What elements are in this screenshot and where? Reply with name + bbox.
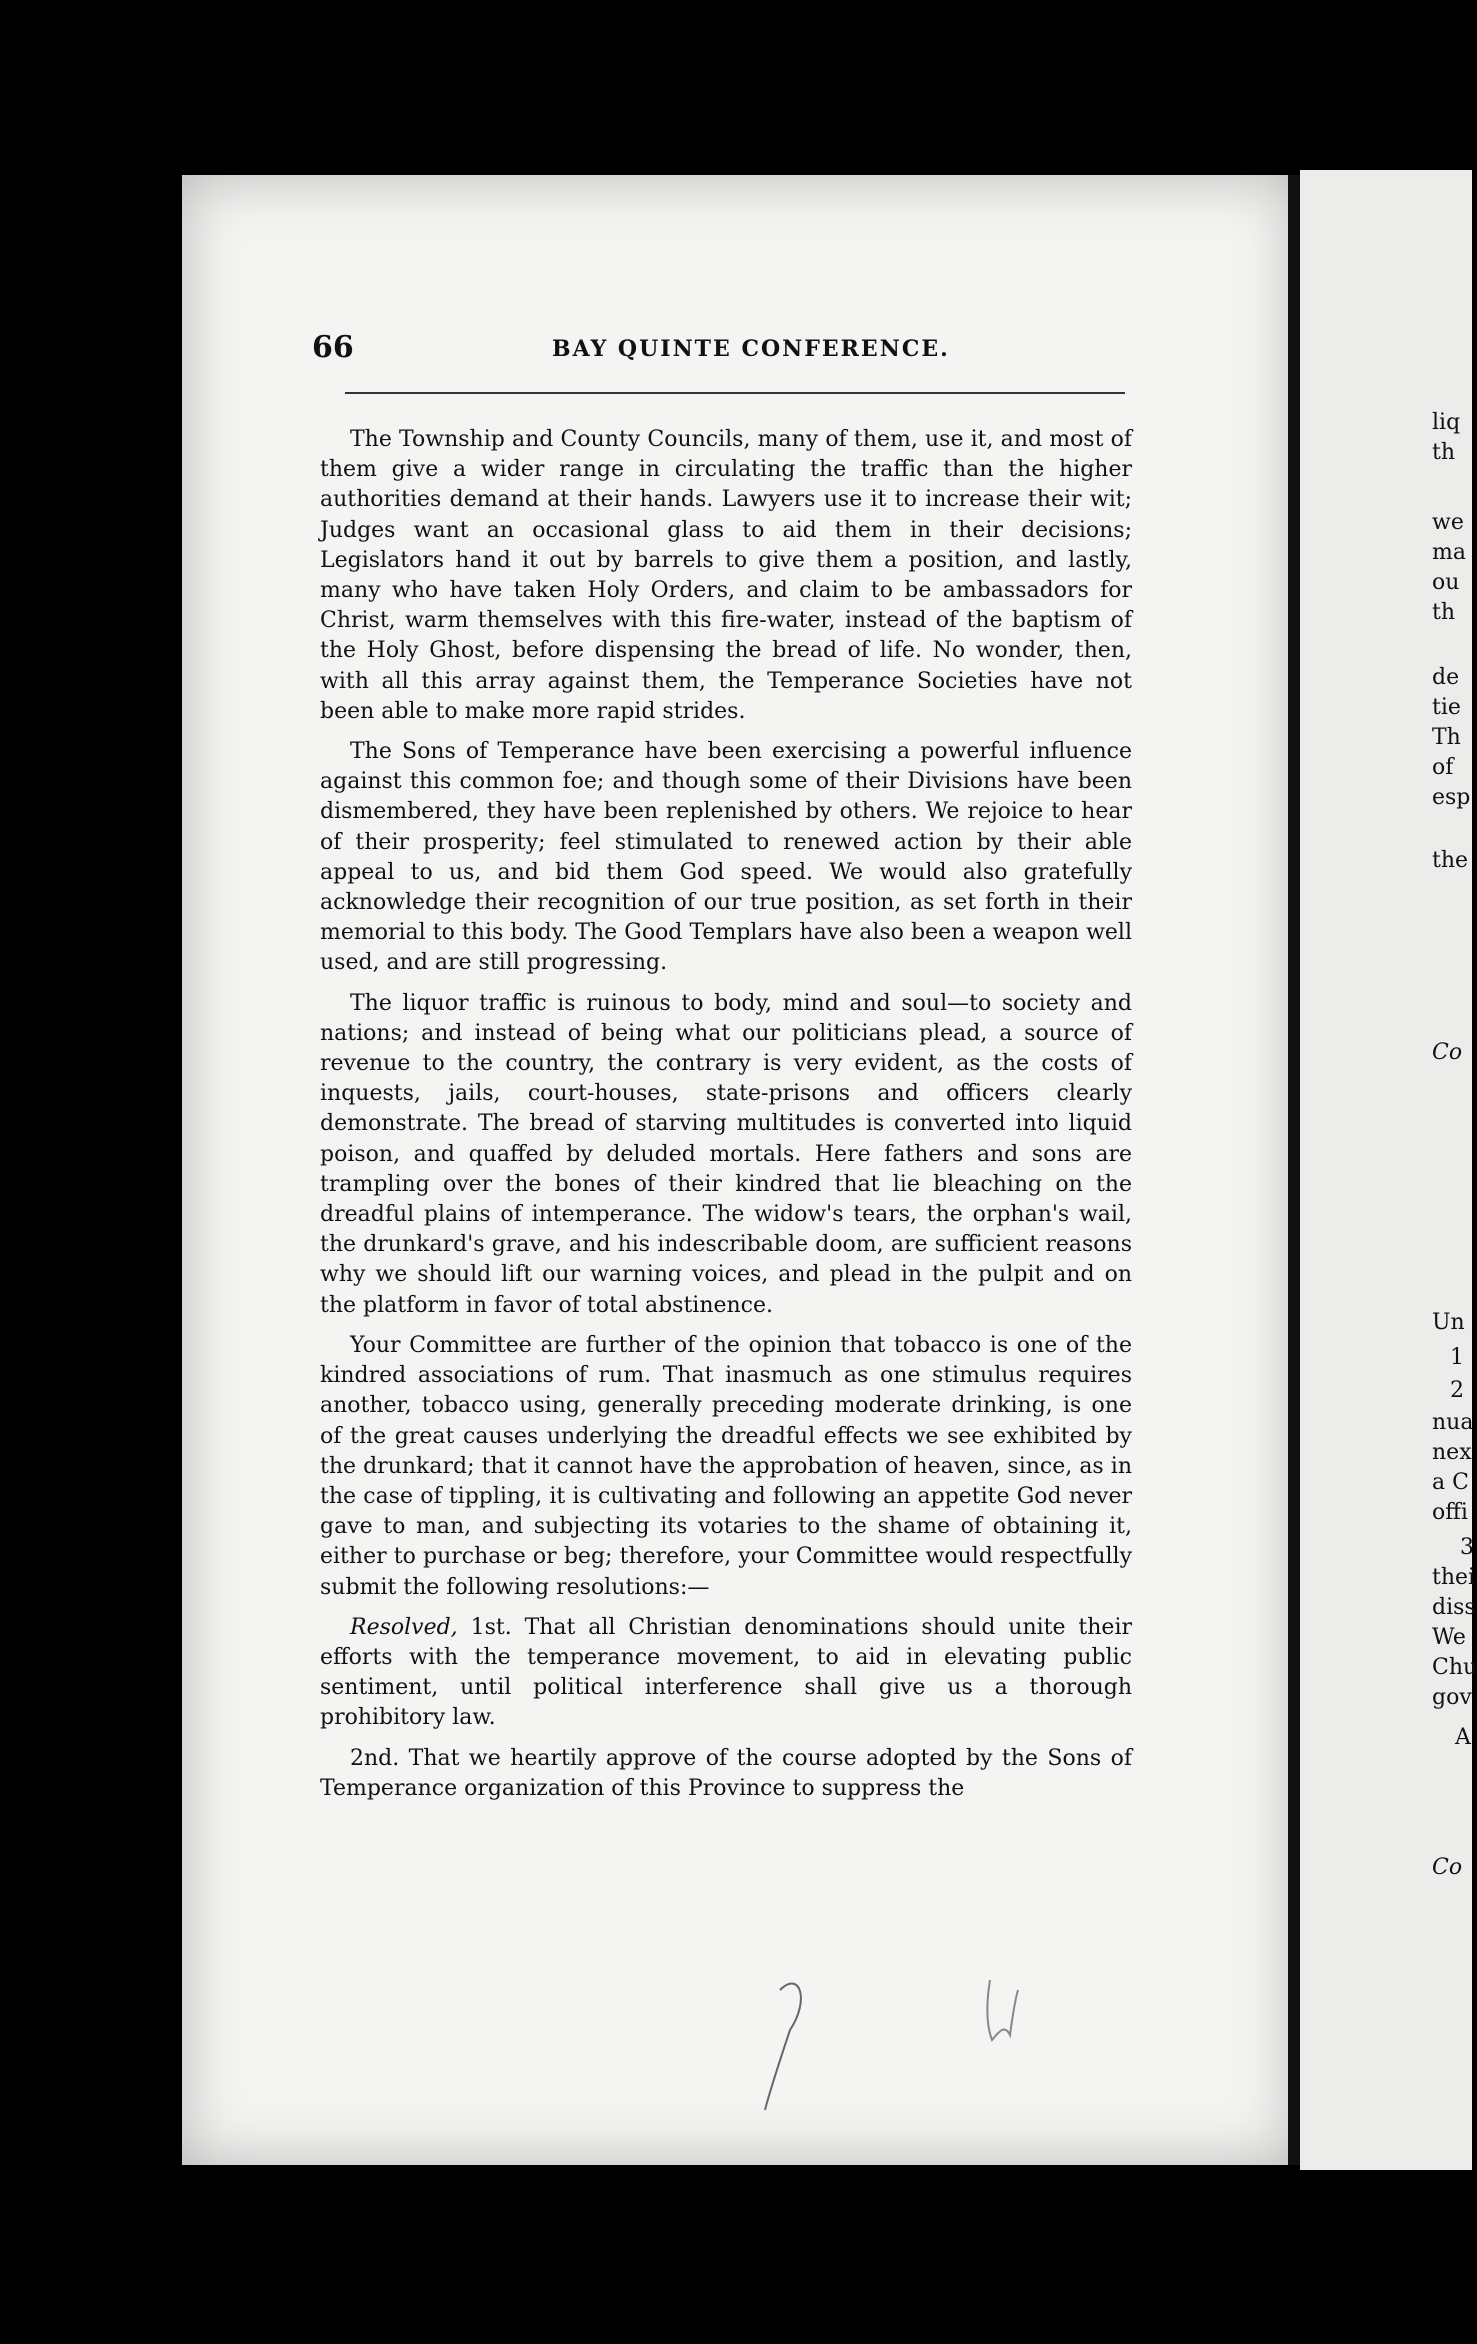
paragraph: Your Committee are further of the opinion that tobacco is one of the kindred associations of rum. That inasmuch as one stimulus requires another, tobacco using, generally preceding moderate drinking, is one of the great causes underlying the dreadful effects we see exhibited by the drunkard; that it cannot have the approbation of heaven, since, as in the case of tippling, it is cultivating and following an appetite God never gave to man, and subjecting its votaries to the shame of obtaining it, either to purchase or beg; therefore, your Committee would respectfully submit the following resolutions:— (320, 1332, 1132, 1600)
book-gutter (1288, 175, 1300, 2165)
facing-fragment: liq (1432, 410, 1461, 435)
resolution-text: 1st. That all Christian denominations should unite their efforts with the temperance movement, to aid in elevating public sentiment, until political interference shall give us a thorough prohibitory law. (320, 1614, 1132, 1731)
facing-fragment: 2 (1450, 1378, 1464, 1403)
resolution-paragraph (320, 1613, 1132, 1734)
facing-fragment: Chu (1432, 1655, 1477, 1680)
facing-fragment: th (1432, 600, 1456, 625)
facing-fragment: the (1432, 848, 1469, 873)
facing-fragment: ma (1432, 540, 1466, 565)
facing-fragment: offi (1432, 1500, 1468, 1525)
facing-fragment: A (1455, 1725, 1471, 1750)
facing-fragment: We (1432, 1625, 1466, 1650)
facing-fragment: Co (1432, 1855, 1463, 1880)
facing-fragment: ou (1432, 570, 1460, 595)
facing-fragment: 3 (1460, 1535, 1474, 1560)
paragraph: The Sons of Temperance have been exercising a powerful influence against this common foe; and though some of their Divisions have been dismembered, they have been replenished by others. We rejoice to hear of their prosperity; feel stimulated to renewed action by their able appeal to us, and bid them God speed. We would also gratefully acknowledge their recognition of our true position, as set forth in their memorial to this body. The Good Templars have also been a weapon well used, and are still progressing. (320, 739, 1132, 976)
page-header (312, 330, 1262, 370)
facing-fragment: Co (1432, 1040, 1463, 1065)
facing-fragment: gov (1432, 1685, 1472, 1710)
pencil-mark-icon (760, 1970, 1020, 2120)
body-text (320, 425, 1132, 1814)
facing-fragment: of (1432, 755, 1454, 780)
resolved-label: Resolved, (350, 1614, 458, 1640)
facing-fragment: Un (1432, 1310, 1465, 1335)
paragraph: 2nd. That we heartily approve of the course adopted by the Sons of Temperance organization of this Province to suppress the (320, 1745, 1132, 1801)
paragraph: The liquor traffic is ruinous to body, mind and soul—to society and nations; and instead of being what our politicians plead, a source of revenue to the country, the contrary is very evident, as the costs of inquests, jails, court-houses, state-prisons and officers clearly demonstrate. The bread of starving multitudes is converted into liquid poison, and quaffed by deluded mortals. Here fathers and sons are trampling over the bones of their kindred that lie bleaching on the dreadful plains of intemperance. The widow's tears, the orphan's wail, the drunkard's grave, and his indescribable doom, are sufficient reasons why we should lift our warning voices, and plead in the pulpit and on the platform in favor of total abstinence. (320, 990, 1132, 1318)
facing-fragment: nex (1432, 1440, 1472, 1465)
running-title: BAY QUINTE CONFERENCE. (552, 336, 950, 362)
paragraph: The Township and County Councils, many of them, use it, and most of them give a wider range in circulating the traffic than the higher authorities demand at their hands. Lawyers use it to increase their wit; Judges want an occasional glass to aid them in their decisions; Legislators hand it out by barrels to give them a position, and lastly, many who have taken Holy Orders, and claim to be ambassadors for Christ, warm themselves with this fire-water, instead of the baptism of the Holy Ghost, before dispensing the bread of life. No wonder, then, with all this array against them, the Temperance Societies have not been able to make more rapid strides. (320, 427, 1132, 724)
facing-fragment: de (1432, 665, 1460, 690)
facing-fragment: diss (1432, 1595, 1476, 1620)
facing-fragment: th (1432, 440, 1456, 465)
page-number: 66 (312, 330, 354, 365)
facing-fragment: we (1432, 510, 1464, 535)
facing-fragment: a C (1432, 1470, 1469, 1495)
facing-fragment: thei (1432, 1565, 1476, 1590)
facing-fragment: tie (1432, 695, 1461, 720)
facing-fragment: nua (1432, 1410, 1474, 1435)
facing-fragment: Th (1432, 725, 1461, 750)
facing-fragment: 1 (1450, 1345, 1464, 1370)
facing-fragment: esp (1432, 785, 1471, 810)
header-rule (345, 392, 1125, 394)
